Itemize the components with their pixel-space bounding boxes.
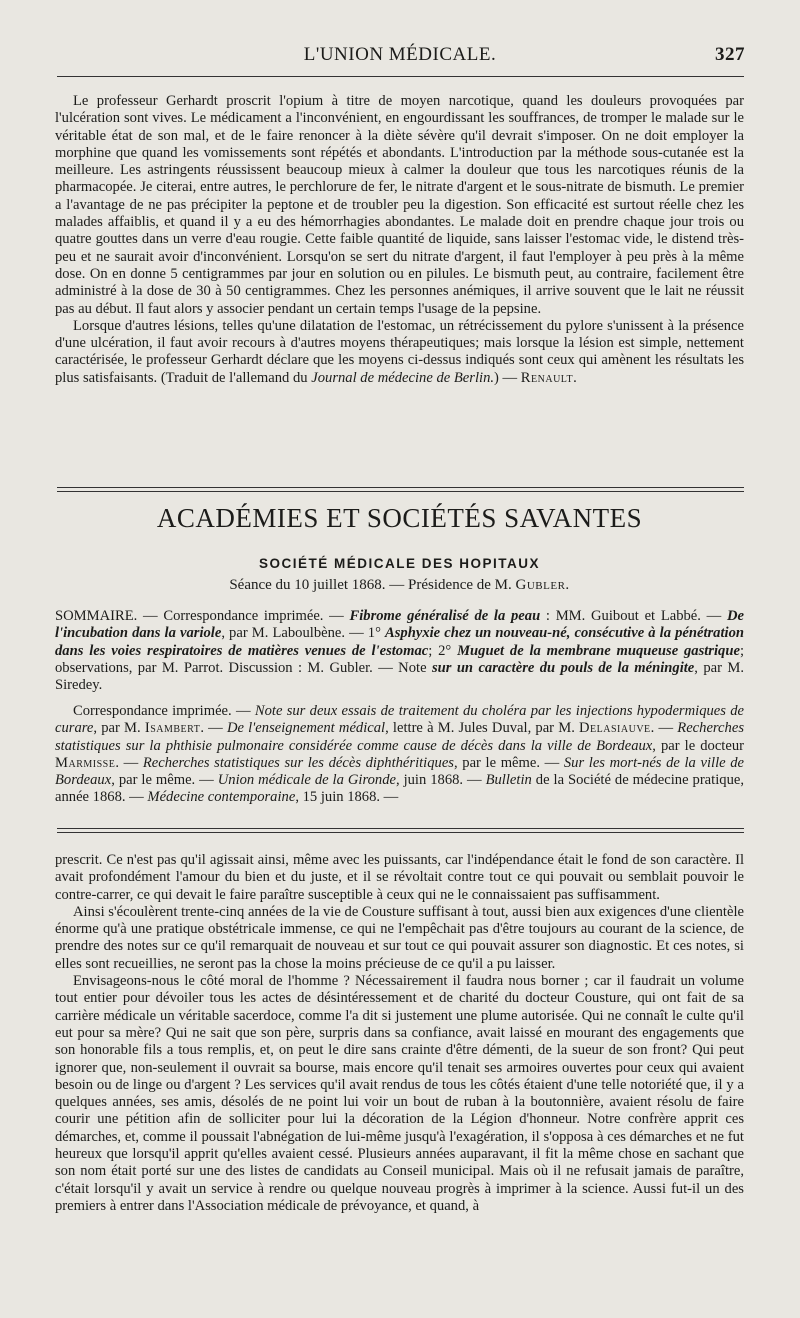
- corr-text: Correspondance imprimée. —: [73, 703, 255, 719]
- correspondance: [55, 703, 744, 807]
- sommaire-paragraph: [55, 608, 744, 694]
- sommaire-text: ; observations, par M. Parrot. Discussion : M. Gubler. — Note: [55, 642, 744, 676]
- sommaire-text: , par M. Siredey.: [55, 659, 744, 694]
- corr-title: Note sur deux essais de traitement du choléra par les injections hypodermiques de curare: [55, 703, 745, 737]
- corr-text: , par le même. —: [454, 754, 564, 771]
- corr-title: Recherches statistiques sur la phthisie pulmonaire considérée comme cause de décès dans la ville de Bordeaux: [55, 720, 744, 754]
- corr-author: Delasiauve: [579, 720, 651, 737]
- article-text: Lorsque d'autres lésions, telles qu'une dilatation de l'estomac, un rétrécissement du pylore s'unissent à la présence d'une ulcération, il faut avoir recours à d'autres moyens thérapeutiques; mais lorsque la lésion est simple, nettement caractérisée, le professeur Gerhardt déclare que les moyens ci-dessus indiqués sont ceux qui amènent les résultats les plus satisfaisants.: [55, 317, 744, 386]
- seance-line: [55, 577, 744, 594]
- sommaire: [55, 608, 744, 694]
- running-header: [55, 44, 745, 74]
- sommaire-text: : MM. Guibout et Labbé. —: [540, 608, 727, 624]
- translator-name: Renault.: [520, 369, 578, 386]
- sommaire-text: ; 2°: [428, 642, 458, 659]
- seance-text: Séance du 10 juillet 1868. — Présidence de M.: [229, 577, 516, 593]
- journal-title: L'UNION MÉDICALE.: [303, 44, 497, 65]
- corr-text: , 15 juin 1868. —: [295, 789, 399, 806]
- sommaire-text: — Correspondance imprimée. —: [137, 608, 350, 624]
- sommaire-text: , par M. Laboulbène. — 1°: [221, 625, 386, 642]
- corr-text: . —: [650, 720, 678, 737]
- president-name: Gubler.: [515, 577, 570, 593]
- feuilleton-rule-2: [57, 832, 744, 833]
- society-name: SOCIÉTÉ MÉDICALE DES HOPITAUX: [258, 556, 541, 571]
- sommaire-topic: Fibrome généralisé de la peau: [349, 608, 541, 624]
- corr-text: . —: [115, 754, 143, 771]
- section-rule-top-2: [57, 491, 744, 492]
- corr-title: De l'enseignement médical: [226, 720, 386, 737]
- header-rule: [57, 76, 744, 77]
- correspondance-paragraph: [55, 703, 744, 807]
- section-rule-top: [57, 487, 744, 488]
- sommaire-label: SOMMAIRE.: [55, 608, 138, 624]
- feuilleton-paragraph: Ainsi s'écoulèrent trente-cinq années de la vie de Cousture suffisant à tout, aussi bien aux exigences d'une clientèle énorme qu'à une pratique obstétricale immense, ce qui ne l'empêchait pas d'être toujours au courant de la science, de prendre des notes sur ce qu'il remarquait de nouveau et sur tout ce qui pouvait assurer son diagnostic. Et ces notes, si elles sont recueillies, ne seront pas la chose la moins précieuse de ce qu'il a pu laisser.: [55, 903, 744, 972]
- sommaire-topic: De l'incubation dans la variole: [55, 608, 744, 642]
- corr-title: Union médicale de la Gironde: [217, 772, 396, 789]
- page-number: 327: [715, 44, 745, 65]
- corr-title: Bulletin: [485, 772, 532, 789]
- source-journal: Journal de médecine de Berlin.: [311, 369, 495, 386]
- section-title: ACADÉMIES ET SOCIÉTÉS SAVANTES: [156, 503, 643, 533]
- sommaire-topic: Muguet de la membrane muqueuse gastrique: [457, 642, 740, 659]
- corr-title: Recherches statistiques sur les décès diphthéritiques: [142, 754, 454, 771]
- corr-author: Marmisse: [55, 754, 116, 771]
- corr-text: , juin 1868. —: [395, 772, 486, 789]
- corr-author: Isambert: [144, 720, 201, 737]
- feuilleton-rule: [57, 828, 744, 829]
- corr-title: Médecine contemporaine: [147, 789, 296, 806]
- corr-text: . —: [200, 720, 227, 737]
- corr-text: , par M.: [93, 720, 145, 737]
- feuilleton-paragraph: prescrit. Ce n'est pas qu'il agissait ainsi, même avec les puissants, car l'indépendance était le fond de son caractère. Il avait profondément l'amour du bien et du juste, et il se révoltait contre tout ce qui pouvait ou semblait pouvoir le contre-carrer, ce qui devait le faire paraître susceptible à ceux qui ne le connaissaient pas suffisamment.: [55, 852, 744, 903]
- source-suffix: ) —: [494, 369, 521, 386]
- feuilleton: [55, 852, 744, 1215]
- corr-text: , par le même. —: [111, 772, 218, 789]
- corr-title: Sur les mort-nés de la ville de Bordeaux: [55, 754, 745, 789]
- corr-text: , lettre à M. Jules Duval, par M.: [385, 720, 580, 737]
- corr-text: , par le docteur: [652, 737, 744, 754]
- corr-text: de la Société de médecine pratique, année 1868. —: [55, 772, 744, 806]
- article-paragraph: [55, 318, 744, 387]
- source-prefix: (Traduit de l'allemand du: [160, 369, 312, 386]
- article-paragraph: Le professeur Gerhardt proscrit l'opium à titre de moyen narcotique, quand les douleurs provoquées par l'ulcération sont vives. Le médicament a l'inconvénient, en engourdissant les souffrances, de tromper le malade sur le véritable état de son mal, et de le faire renoncer à la diète sévère qu'il devrait s'imposer. On ne doit employer la morphine que quand les vomissements sont répétés et abondants. L'introduction par la méthode sous-cutanée est la meilleure. Les astringents réussissent beaucoup mieux à calmer la douleur que tous les narcotiques réunis de la pharmacopée. Je citerai, entre autres, le perchlorure de fer, le nitrate d'argent et le sous-nitrate de bismuth. Le premier a l'avantage de ne pas précipiter la peptone et de troubler peu la digestion. Son efficacité est surtout réelle chez les malades affaiblis, et quand il y a eu des hémorrhagies abondantes. Le malade doit en prendre chaque jour trois ou quatre gouttes dans un verre d'eau rougie. Cette faible quantité de liquide, sans laisser l'estomac vide, le distend très-peu et ne saurait avoir d'inconvénient. Lorsqu'on se sert du nitrate d'argent, il faut l'employer à peu près à la même dose. On en donne 5 centigrammes par jour en solution ou en pilules. Le bismuth peut, au contraire, facilement être administré à la dose de 30 à 50 centigrammes. Chez les personnes anémiques, il arrive souvent que le lait ne réussit pas au début. Il faut alors y associer pendant un certain temps l'usage de la pepsine.: [55, 93, 744, 317]
- feuilleton-paragraph: Envisageons-nous le côté moral de l'homme ? Nécessairement il faudra nous borner ; car il faudrait un volume tout entier pour dévoiler tous les actes de désintéressement et de charité du docteur Cousture, qui ont fait de sa carrière médicale un véritable sacerdoce, comme l'a dit si justement une plume autorisée. Qui ne connaît le culte qu'il eut pour sa mère? Qui ne sait que son père, surpris dans sa confiance, avait laissé en mourant des engagements que son honorable fils a tous remplis, et, on peut le dire sans crainte d'être démenti, de la sueur de son front? Qui peut ignorer que, non-seulement il ouvrait sa bourse, mais encore qu'il tenait ses armoires ouvertes pour ceux qui avaient besoin ou de linge ou d'argent ? Les services qu'il avait rendus de tous les côtés étaient d'une telle notoriété que, il y a quelques années, ses amis, désolés de ne point lui voir un bout de ruban à la boutonnière, avaient résolu de faire courir une pétition afin de solliciter pour lui la décoration de la Légion d'honneur. Notre confrère apprit ces démarches, et, comme il poussait l'abnégation de lui-même jusqu'à l'exagération, il s'opposa à ces démarches et ne fut heureux que lorsqu'il apprit qu'elles avaient cessé. Plusieurs années auparavant, il fit la même chose en sachant que son nom était porté sur une des listes de candidats au Conseil municipal. Mais où il ne refusait jamais de paraître, c'était lorsqu'il y avait un service à rendre ou quelque nouveau progrès à imprimer à la science. Aussi fut-il un des premiers à entrer dans l'Association médicale de prévoyance, et quand, à: [55, 973, 744, 1214]
- article-gerhardt: [55, 93, 744, 387]
- sommaire-topic: sur un caractère du pouls de la méningite: [431, 659, 695, 676]
- sommaire-topic: Asphyxie chez un nouveau-né, consécutive à la pénétration dans les voies respiratoires de matières venues de l'estomac: [55, 625, 745, 659]
